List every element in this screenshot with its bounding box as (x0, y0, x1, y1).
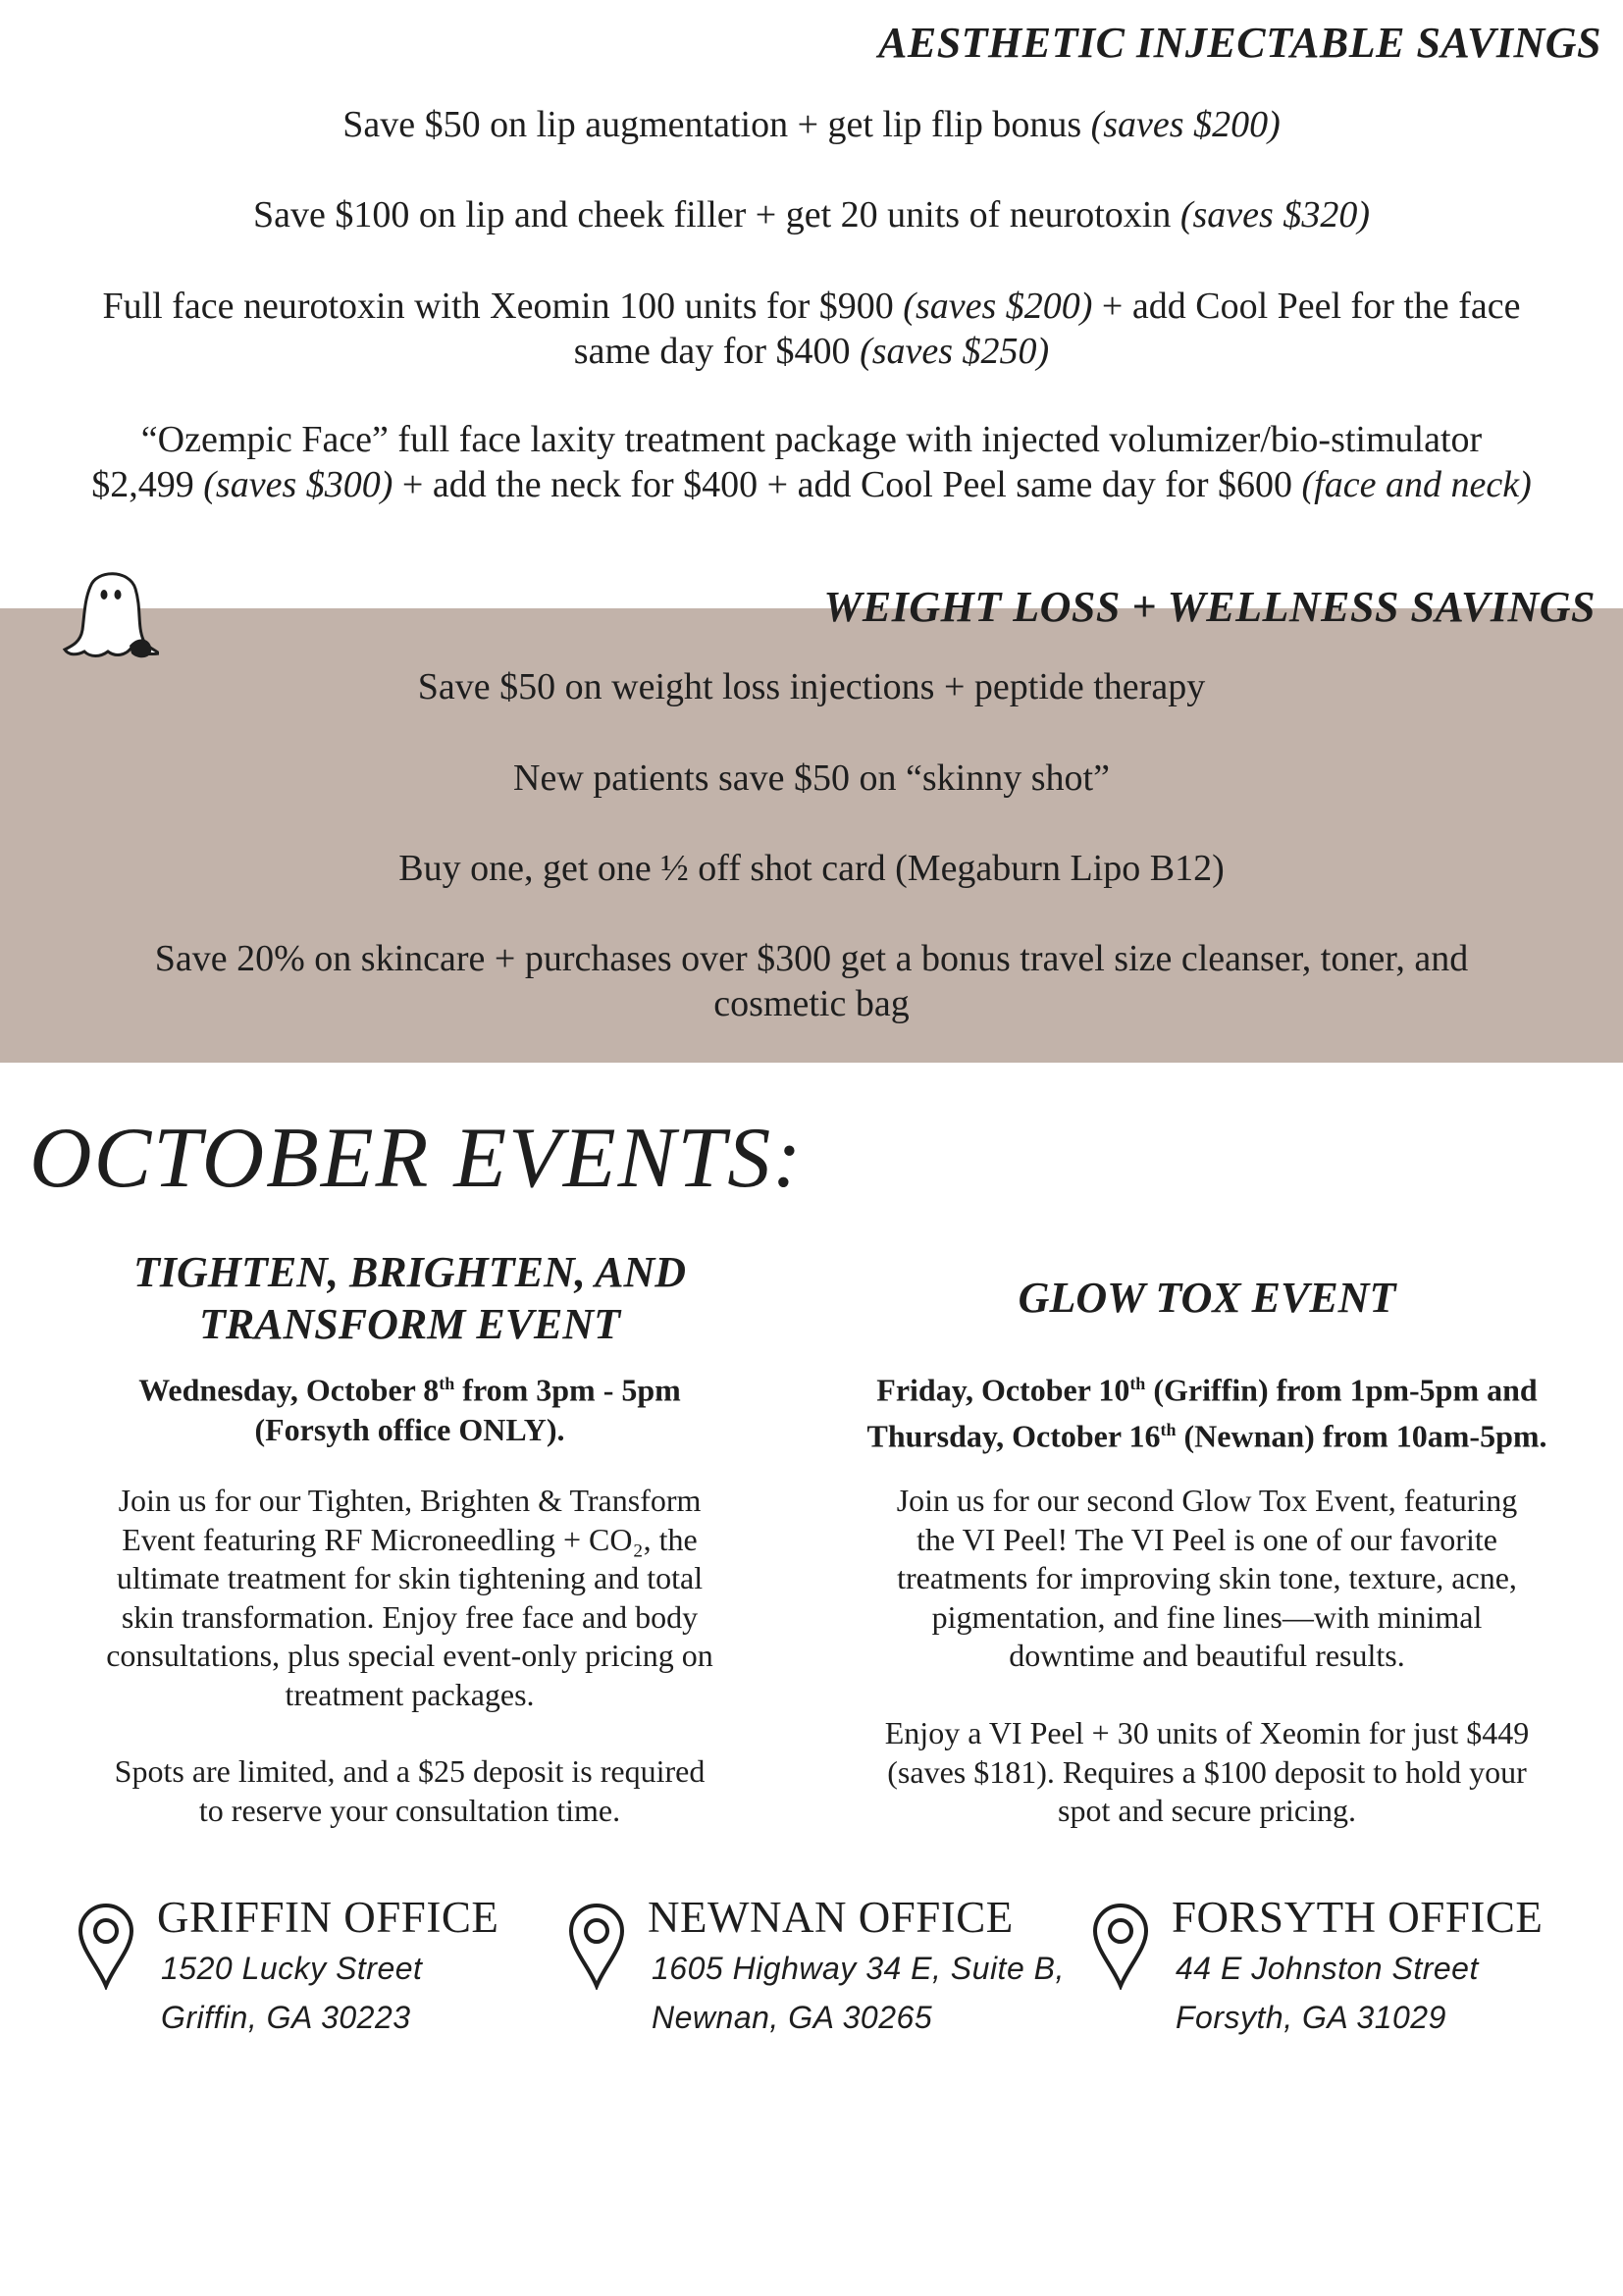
aesthetic-heading: AESTHETIC INJECTABLE SAVINGS (878, 19, 1601, 67)
tighten-event-description: Join us for our Tighten, Brighten & Transform Event featuring RF Microneedling + CO₂, the ultimate treatment for skin tightening and total skin transformation. Enjoy free face and body consultations, plus special event-only pricing on treatment packages. (106, 1483, 713, 1712)
office-city: Griffin, GA 30223 (161, 2000, 411, 2035)
offer-ozempic-face: “Ozempic Face” full face laxity treatment package with injected volumizer/bio-stimulator $2,499 (saves $300) + add the neck for $400 + add Cool Peel same day for $600 (face and neck) (91, 419, 1532, 505)
october-events-title: OCTOBER EVENTS: (29, 1111, 804, 1206)
offer-lip-augmentation: Save $50 on lip augmentation + get lip flip bonus (saves $200) (342, 104, 1281, 145)
office-city: Newnan, GA 30265 (652, 2000, 933, 2035)
location-pin-icon (567, 1902, 626, 1995)
offer-skincare: Save 20% on skincare + purchases over $300 get a bonus travel size cleanser, toner, and cosmetic bag (154, 938, 1469, 1024)
glow-tox-event-dates: Friday, October 10th (Griffin) from 1pm-5pm and Thursday, October 16th (Newnan) from 10am-5pm. (866, 1372, 1547, 1454)
office-name: GRIFFIN OFFICE (157, 1893, 499, 1942)
office-street: 1605 Highway 34 E, Suite B, (652, 1951, 1065, 1986)
glow-tox-event-title: GLOW TOX EVENT (1018, 1274, 1396, 1322)
glow-tox-event-description: Join us for our second Glow Tox Event, featuring the VI Peel! The VI Peel is one of our favorite treatments for improving skin tone, texture, acne, pigmentation, and fine lines—with minimal downtime and beautiful results. (896, 1483, 1518, 1673)
offer-shot-card: Buy one, get one ½ off shot card (Megaburn Lipo B12) (398, 848, 1225, 889)
offer-lip-cheek-filler: Save $100 on lip and cheek filler + get 20 units of neurotoxin (saves $320) (253, 194, 1370, 235)
location-pin-icon (77, 1902, 135, 1995)
office-city: Forsyth, GA 31029 (1176, 2000, 1446, 2035)
office-street: 44 E Johnston Street (1176, 1951, 1479, 1986)
offer-skinny-shot: New patients save $50 on “skinny shot” (513, 757, 1110, 799)
tighten-event-deposit-note: Spots are limited, and a $25 deposit is required to reserve your consultation time. (114, 1753, 706, 1828)
office-griffin (77, 1892, 538, 2049)
office-name: FORSYTH OFFICE (1172, 1893, 1544, 1942)
office-street: 1520 Lucky Street (161, 1951, 423, 1986)
glow-tox-event-pricing: Enjoy a VI Peel + 30 units of Xeomin for just $449 (saves $181). Requires a $100 deposit to hold your spot and secure pricing. (884, 1715, 1530, 1828)
offer-weight-loss-injections: Save $50 on weight loss injections + peptide therapy (417, 666, 1206, 707)
ghost-icon (61, 565, 159, 663)
tighten-event-title: TIGHTEN, BRIGHTEN, AND TRANSFORM EVENT (132, 1248, 687, 1348)
location-pin-icon (1091, 1902, 1150, 1995)
office-newnan (567, 1892, 1077, 2049)
tighten-event-date: Wednesday, October 8th from 3pm - 5pm (Forsyth office ONLY). (138, 1372, 681, 1447)
wellness-heading: WEIGHT LOSS + WELLNESS SAVINGS (823, 583, 1596, 631)
office-name: NEWNAN OFFICE (648, 1893, 1014, 1942)
office-forsyth (1091, 1892, 1601, 2049)
offer-xeomin-full-face: Full face neurotoxin with Xeomin 100 units for $900 (saves $200) + add Cool Peel for the face same day for $400 (saves $250) (102, 286, 1521, 372)
